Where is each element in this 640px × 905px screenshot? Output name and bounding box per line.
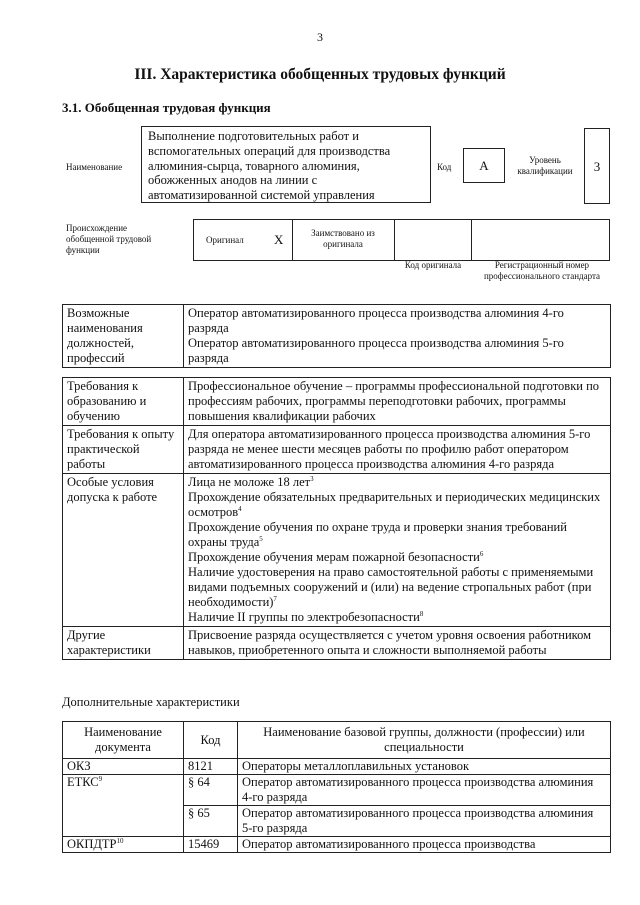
original-label: Оригинал <box>206 235 244 245</box>
positions-table <box>62 304 611 368</box>
requirement-row-other <box>63 627 611 660</box>
level-value-box <box>584 128 610 204</box>
row-name: Операторы металлоплавильных установок <box>238 759 611 775</box>
row-code: 8121 <box>184 759 238 775</box>
header-code: Код <box>184 722 238 759</box>
borrowed-label: Заимствовано из оригинала <box>311 228 375 249</box>
conditions-list <box>184 474 611 627</box>
education-label: Требования к образованию и обучению <box>63 378 184 426</box>
condition-item: Прохождение обязательных предварительных и периодических медицинских осмотров$^4$ <box>188 490 601 519</box>
footnote-ref: 7 <box>273 594 277 603</box>
row-name: Оператор автоматизированного процесса производства алюминия 4-го разряда <box>238 775 611 806</box>
reg-number-caption: Регистрационный номер профессионального стандарта <box>483 260 601 281</box>
requirement-row-education <box>63 378 611 426</box>
position-line-2: Оператор автоматизированного процесса производства алюминия 5-го разряда <box>188 336 564 365</box>
origin-label: Происхождение обобщенной трудовой функции <box>66 223 152 255</box>
section-title: III. Характеристика обобщенных трудовых функций <box>134 66 506 83</box>
footnote-ref: 4 <box>238 504 242 513</box>
positions-row <box>63 305 611 368</box>
experience-label: Требования к опыту практической работы <box>63 426 184 474</box>
level-label: Уровень квалификации <box>517 155 573 176</box>
origin-divider-2 <box>394 220 395 260</box>
experience-text: Для оператора автоматизированного процесса производства алюминия 5-го разряда не менее шести месяцев работы по профилю работ оператором автоматизированного процесса производства алюминия 4-го разряда <box>184 426 611 474</box>
header-name: Наименование базовой группы, должности (профессии) или специальности <box>238 722 611 759</box>
row-code: § 65 <box>184 806 238 837</box>
original-mark: X <box>274 232 284 247</box>
condition-item: Наличие удостоверения на право самостоятельной работы с применяемыми видами подъемных сооружений и (или) на ведение стропальных работ (при необходимости)$^7$ <box>188 565 594 609</box>
row-document: ОКЗ <box>63 759 184 775</box>
other-label: Другие характеристики <box>63 627 184 660</box>
name-label: Наименование <box>66 162 123 172</box>
code-original-caption: Код оригинала <box>404 260 462 270</box>
row-document: ЕТКС$^9$ <box>63 775 184 837</box>
education-text: Профессиональное обучение – программы профессиональной подготовки по профессиям рабочих, программы переподготовки рабочих, программы повышения квалификации рабочих <box>184 378 611 426</box>
position-line-1: Оператор автоматизированного процесса производства алюминия 4-го разряда <box>188 306 564 335</box>
footnote-ref: 6 <box>479 549 484 558</box>
origin-divider-3 <box>471 220 472 260</box>
additional-title: Дополнительные характеристики <box>62 695 240 709</box>
condition-item: Прохождение обучения мерам пожарной безопасности$^6$ <box>188 549 484 564</box>
row-document: ОКПДТР$^{10}$ <box>63 837 184 853</box>
level-value: 3 <box>593 159 601 174</box>
footnote-ref: 5 <box>259 534 263 543</box>
row-name: Оператор автоматизированного процесса производства алюминия 5-го разряда <box>238 806 611 837</box>
code-value: А <box>479 158 489 173</box>
row-code: § 64 <box>184 775 238 806</box>
footnote-ref: 3 <box>310 474 314 483</box>
positions-label: Возможные наименования должностей, профессий <box>63 305 184 368</box>
origin-box <box>193 219 610 261</box>
table-row <box>63 759 611 775</box>
condition-item: Наличие II группы по электробезопасности$^8$ <box>188 609 424 624</box>
function-name-value: Выполнение подготовительных работ и вспомогательных операций для производства алюминия-сырца, товарного алюминия, обожженных анодов на линии с автоматизированной системой управления <box>148 129 391 203</box>
requirement-row-conditions <box>63 474 611 627</box>
function-name-box <box>141 126 431 203</box>
positions-values <box>184 305 611 368</box>
footnote-ref: 8 <box>419 609 424 618</box>
subsection-title: 3.1. Обобщенная трудовая функция <box>62 100 271 115</box>
footnote-ref: 9 <box>98 774 103 783</box>
footnote-ref: 10 <box>116 836 124 845</box>
page-number: 3 <box>317 30 323 44</box>
other-text: Присвоение разряда осуществляется с учетом уровня освоения работником навыков, приобретенного опыта и сложности выполняемой работы <box>184 627 611 660</box>
table-row <box>63 837 611 853</box>
row-code: 15469 <box>184 837 238 853</box>
requirements-table <box>62 377 611 660</box>
condition-item: Лица не моложе 18 лет$^3$ <box>188 474 314 489</box>
table-row <box>63 775 611 806</box>
conditions-label: Особые условия допуска к работе <box>63 474 184 627</box>
additional-table <box>62 721 611 853</box>
code-label: Код <box>437 162 452 172</box>
code-value-box <box>463 148 505 183</box>
row-name: Оператор автоматизированного процесса производства <box>238 837 611 853</box>
requirement-row-experience <box>63 426 611 474</box>
header-document: Наименование документа <box>63 722 184 759</box>
condition-item: Прохождение обучения по охране труда и проверки знания требований охраны труда$^5$ <box>188 520 567 549</box>
additional-header-row <box>63 722 611 759</box>
